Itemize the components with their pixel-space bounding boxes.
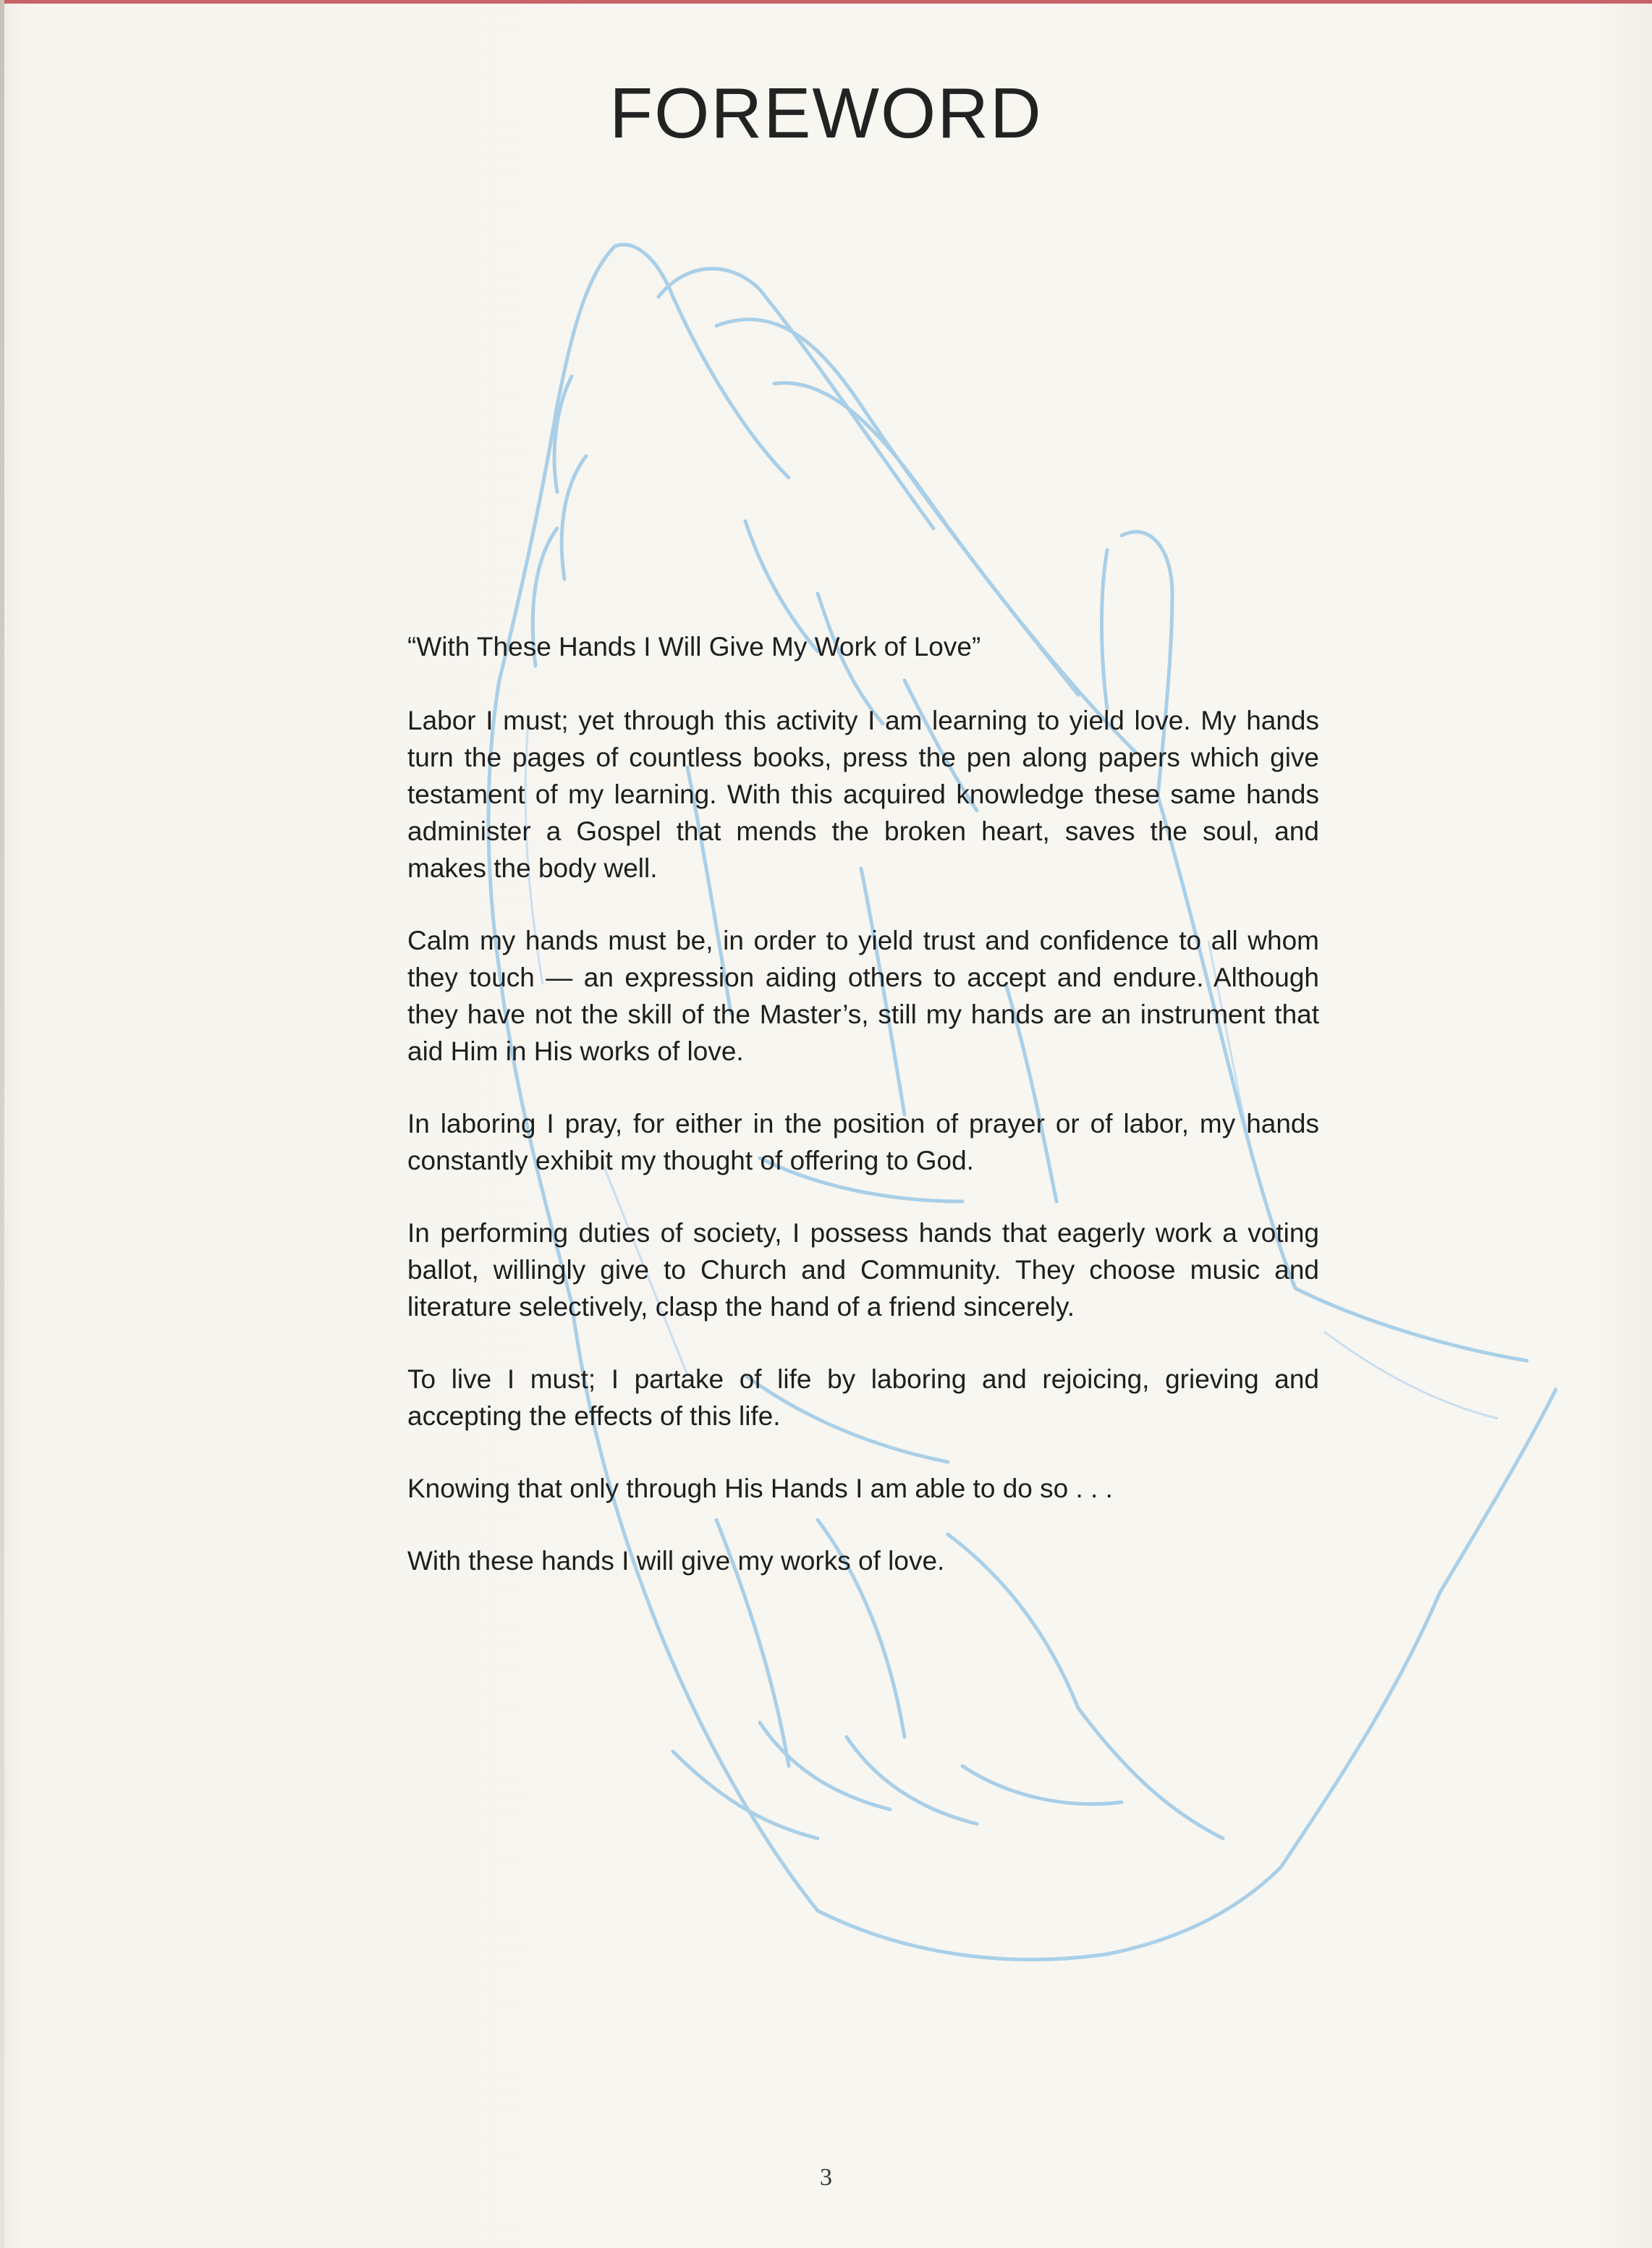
left-page-edge bbox=[0, 0, 4, 2248]
foreword-body bbox=[407, 628, 1319, 1615]
paragraph: In performing duties of society, I possess hands that eagerly work a voting ballot, willingly give to Church and Community. They choose music and literature selectively, clasp the hand of a friend sincerely. bbox=[407, 1218, 1319, 1322]
paragraph: To live I must; I partake of life by laboring and rejoicing, grieving and accepting the effects of this life. bbox=[407, 1364, 1319, 1431]
paragraph: With these hands I will give my works of love. bbox=[407, 1546, 945, 1576]
foreword-heading: “With These Hands I Will Give My Work of Love” bbox=[407, 632, 981, 662]
paragraph: Calm my hands must be, in order to yield trust and confidence to all whom they touch — an expression aiding others to accept and endure. Although they have not the skill of the Master’s, still my hands are an instrument that aid Him in His works of love. bbox=[407, 926, 1319, 1066]
paragraph: Knowing that only through His Hands I am able to do so . . . bbox=[407, 1474, 1113, 1503]
paragraph: In laboring I pray, for either in the position of prayer or of labor, my hands constantly exhibit my thought of offering to God. bbox=[407, 1109, 1319, 1175]
paragraph: Labor I must; yet through this activity I am learning to yield love. My hands turn the pages of countless books, press the pen along papers which give testament of my learning. With this acquired knowledge these same hands administer a Gospel that mends the broken heart, saves the soul, and makes the body well. bbox=[407, 706, 1319, 883]
page-title: FOREWORD bbox=[609, 73, 1043, 153]
page-number: 3 bbox=[820, 2164, 832, 2191]
top-page-edge bbox=[0, 0, 1652, 4]
